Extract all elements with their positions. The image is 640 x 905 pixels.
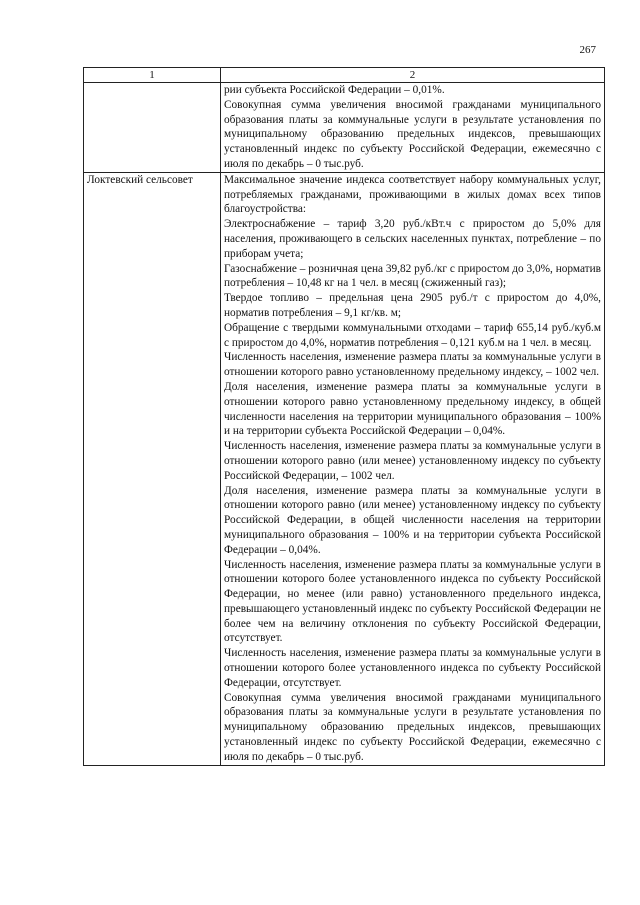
municipality-cell [84,83,221,173]
paragraph: Электроснабжение – тариф 3,20 руб./кВт.ч с приростом до 5,0% для населения, проживающего в сельских населенных пунктах, потребление – по приборам учета; [224,218,601,260]
paragraph: Численность населения, изменение размера платы за коммунальные услуги в отношении которого равно (или менее) установленному индексу по субъекту Российской Федерации, – 1002 чел. [224,440,601,482]
paragraph: Совокупная сумма увеличения вносимой гражданами муниципального образования платы за коммунальные услуги в результате установления по муниципальному образованию предельных индексов, превышающих установленный индекс по субъекту Российской Федерации, ежемесячно с июля по декабрь – 0 тыс.руб. [224,98,601,170]
table-row [84,83,605,173]
description-cell [221,172,605,765]
paragraph: Доля населения, изменение размера платы за коммунальные услуги в отношении которого равно (или менее) установленному индексу по субъекту Российской Федерации, в общей численности населения на территории муниципального образования – 100% и на территории субъекта Российской Федерации – 0,04%. [224,484,601,556]
paragraph: Доля населения, изменение размера платы за коммунальные услуги в отношении которого равно установленному предельному индексу, в общей численности населения на территории муниципального образования – 100% и на территории субъекта Российской Федерации – 0,04%. [224,380,601,438]
paragraph: Численность населения, изменение размера платы за коммунальные услуги в отношении которого равно установленному предельному индексу, – 1002 чел. [224,351,601,379]
paragraph: Численность населения, изменение размера платы за коммунальные услуги в отношении которого более установленного индекса по субъекту Российской Федерации, отсутствует. [224,647,601,689]
paragraph: Обращение с твердыми коммунальными отходами – тариф 655,14 руб./куб.м с приростом до 4,0%, норматив потребления – 0,121 куб.м на 1 чел. в месяц. [224,321,601,349]
paragraph: Максимальное значение индекса соответствует набору коммунальных услуг, потребляемых гражданами, проживающими в жилых домах всех типов благоустройства: [224,173,601,216]
page-number: 267 [579,44,596,56]
paragraph: Твердое топливо – предельная цена 2905 руб./т с приростом до 4,0%, норматив потребления – 9,1 кг/кв. м; [224,292,601,319]
indices-table [83,67,605,766]
table-row [84,172,605,765]
paragraph: Численность населения, изменение размера платы за коммунальные услуги в отношении которого более установленного индекса по субъекту Российской Федерации, но менее (или равно) установленного предельного индекса, превышающего установленный индекс по субъекту Российской Федерации не более чем на величину отклонения по субъекту Российской Федерации, отсутствует. [224,558,601,645]
paragraph: Совокупная сумма увеличения вносимой гражданами муниципального образования платы за коммунальные услуги в результате установления по муниципальному образованию предельных индексов, превышающих установленный индекс по субъекту Российской Федерации, ежемесячно с июля по декабрь – 0 тыс.руб. [224,691,601,763]
column-header-2: 2 [221,68,605,83]
paragraph: Газоснабжение – розничная цена 39,82 руб./кг с приростом до 3,0%, норматив потребления – 10,48 кг на 1 чел. в месяц (сжиженный газ); [224,262,601,290]
table-header-row [84,68,605,83]
column-header-1: 1 [84,68,221,83]
municipality-cell: Локтевский сельсовет [84,172,221,765]
description-cell [221,83,605,173]
paragraph: рии субъекта Российской Федерации – 0,01%. [224,84,445,96]
